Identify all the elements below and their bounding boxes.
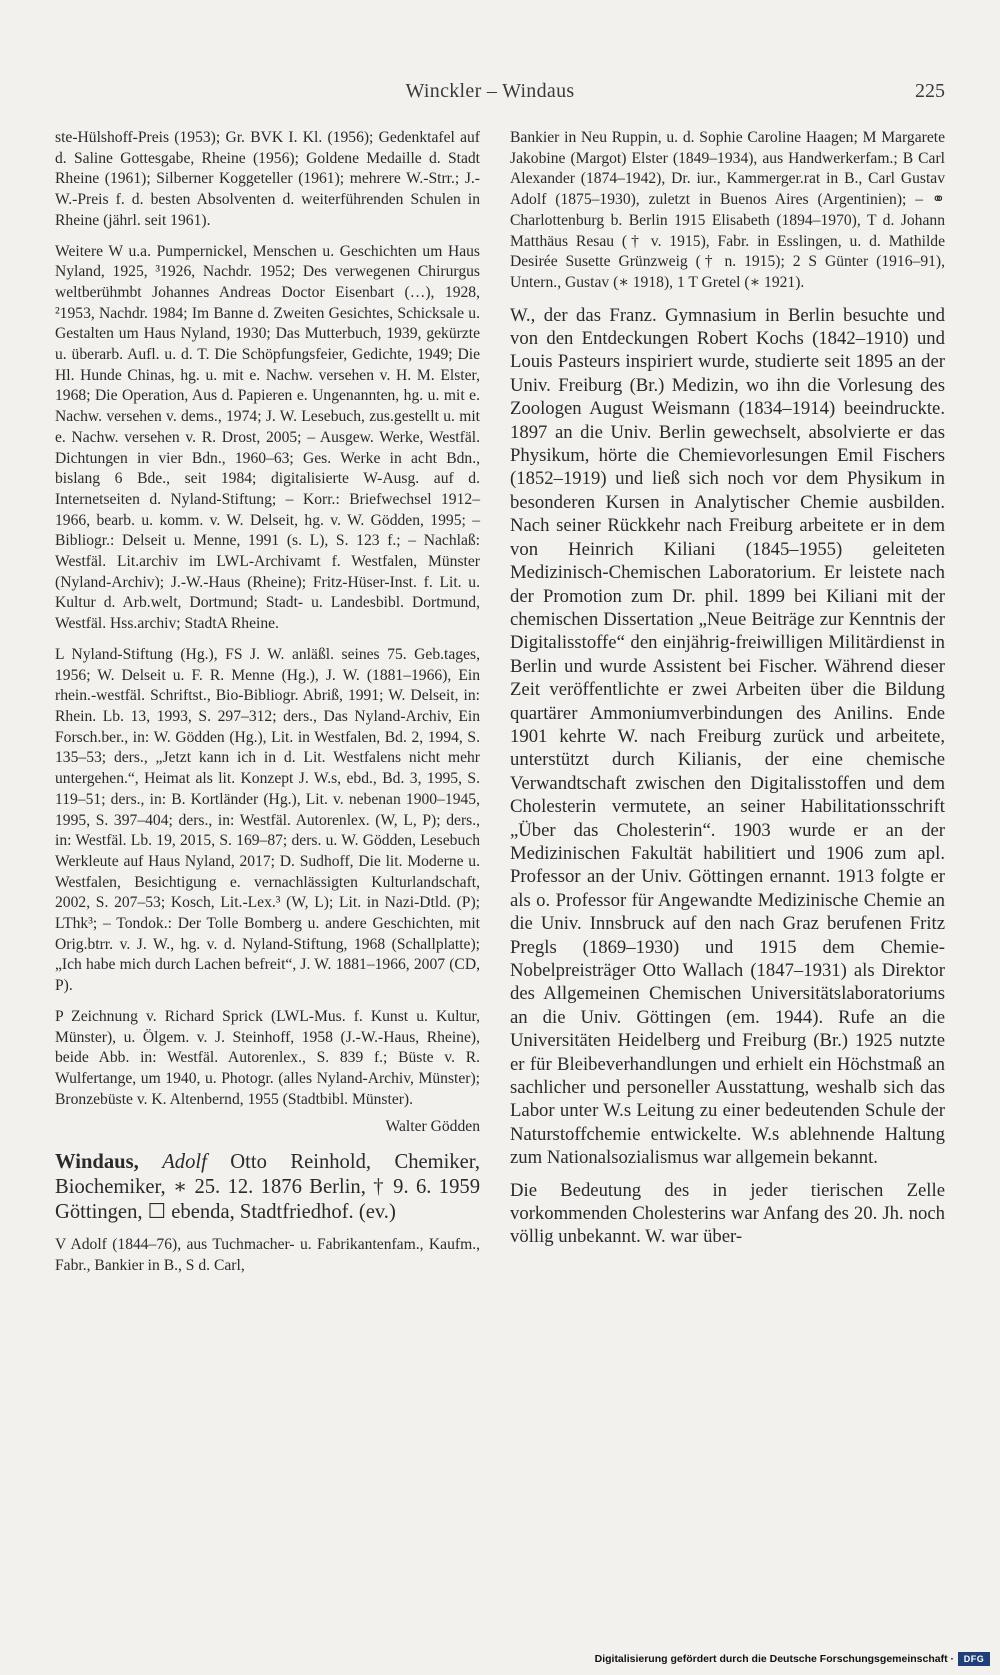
- literature-paragraph: L Nyland-Stiftung (Hg.), FS J. W. anläßl. seines 75. Geb.tages, 1956; W. Delseit u. F. R. Menne (Hg.), J. W. (1881–1966), Ein rhein.-westfäl. Schriftst., Bio-Bibliogr. Abriß, 1991; W. Delseit, in: Rhein. Lb. 13, 1993, S. 297–312; ders., Das Nyland-Archiv, Ein Forsch.ber., in: W. Gödden (Hg.), Lit. in Westfalen, Bd. 2, 1994, S. 135–53; ders., „Jetzt kann ich in d. Lit. Westfalens nicht mehr untergehen.“, Heimat als lit. Konzept J. W.s, ebd., Bd. 3, 1995, S. 119–51; ders., in: B. Kortländer (Hg.), Lit. v. nebenan 1900–1945, 1995, S. 397–404; ders., in: Westfäl. Autorenlex. (W, L, P); ders., in: Westfäl. Lb. 19, 2015, S. 169–87; ders. u. W. Gödden, Lesebuch Werkleute auf Haus Nyland, 2017; D. Sudhoff, Die lit. Moderne u. Westfalen, Besichtigung e. vernachlässigten Kulturlandschaft, 2002, S. 207–53; Kosch, Lit.-Lex.³ (W, L); Lit. in Nazi-Dtld. (P); LThk³; – Tondok.: Der Tolle Bomberg u. andere Geschichten, mit Orig.btrr. v. J. W., hg. v. d. Nyland-Stiftung, 1968 (Schallplatte); „Ich habe mich durch Lachen befreit“, J. W. 1881–1966, 2007 (CD, P).: [55, 645, 480, 995]
- biography-paragraph: W., der das Franz. Gymnasium in Berlin besuchte und von den Entdeckungen Robert Kochs (1842–1910) und Louis Pasteurs inspiriert wurde, studierte seit 1895 an der Univ. Freiburg (Br.) Medizin, wo ihn die Vorlesung des Zoologen August Weismann (1834–1914) beeindruckte. 1897 an die Univ. Berlin gewechselt, absolvierte er das Physikum, hörte die Chemievorlesungen Emil Fischers (1852–1919) und ließ sich noch vor dem Physikum in besonderen Kursen in Analytischer Chemie ausbilden. Nach seiner Rückkehr nach Freiburg arbeitete er in dem von Heinrich Kiliani (1845–1955) geleiteten Medizinisch-Chemischen Laboratorium. Er leistete nach der Promotion zum Dr. phil. 1899 bei Kiliani mit der chemischen Dissertation „Neue Beiträge zur Kenntnis der Digitalisstoffe“ den einjährig-freiwilligen Militärdienst in Berlin und wurde Assistent bei Fischer. Während dieser Zeit veröffentlichte er zwei Arbeiten über die Bildung quartärer Ammoniumverbindungen des Anilins. Ende 1901 kehrte W. nach Freiburg zurück und arbeitete, unterstützt durch Kilianis, der eine chemische Verwandtschaft zwischen den Digitalisstoffen und dem Cholesterin vermutete, an seiner Habilitationsschrift „Über das Cholesterin“. 1903 wurde er an der Medizinischen Fakultät habilitiert und 1906 zum apl. Professor an der Univ. Göttingen ernannt. 1913 folgte er als o. Professor für Angewandte Medizinische Chemie an die Univ. Innsbruck auf den nach Graz berufenen Fritz Pregls (1869–1930) und 1915 dem Chemie-Nobelpreisträger Otto Wallach (1847–1931) als Direktor des Allgemeinen Chemischen Universitätslaboratoriums an die Univ. Göttingen (em. 1944). Rufe an die Universitäten Heidelberg und Freiburg (Br.) 1925 nutzte er für Bleibeverhandlungen und erhielt ein Höchstmaß an sachlicher und personeller Ausstattung, weshalb sich das Labor unter W.s Leitung zu einer bedeutenden Schule der Naturstoffchemie entwickelte. W.s ablehnende Haltung zum Nationalsozialismus war allgemein bekannt.: [510, 304, 945, 1169]
- entry-heading: [55, 1150, 480, 1225]
- author-signature: Walter Gödden: [385, 1118, 480, 1136]
- entry-given-name: Adolf: [162, 1151, 207, 1174]
- entry-surname: Windaus,: [55, 1151, 139, 1174]
- portraits-paragraph: P Zeichnung v. Richard Sprick (LWL-Mus. f. Kunst u. Kultur, Münster), u. Ölgem. v. J. Steinhoff, 1958 (J.-W.-Haus, Rheine), beide Abb. in: Westfäl. Autorenlex., S. 839 f.; Büste v. R. Wulfertange, um 1940, u. Photogr. (alles Nyland-Archiv, Münster); Bronzebüste v. K. Altenbernd, 1955 (Stadtbibl. Münster).: [55, 1007, 480, 1108]
- right-column: [510, 128, 945, 1258]
- genealogy-paragraph-start: V Adolf (1844–76), aus Tuchmacher- u. Fabrikantenfam., Kaufm., Fabr., Bankier in B., S d. Carl,: [55, 1236, 480, 1275]
- digitization-footer: [595, 1651, 990, 1667]
- entry-details: Otto Reinhold, Chemiker, Biochemiker, ∗ 25. 12. 1876 Berlin, † 9. 6. 1959 Göttingen, ☐ ebenda, Stadtfriedhof. (ev.): [55, 1151, 480, 1224]
- dfg-logo: DFG: [958, 1652, 990, 1666]
- honors-paragraph: ste-Hülshoff-Preis (1953); Gr. BVK I. Kl. (1956); Gedenktafel auf d. Saline Gottesgabe, Rheine (1956); Goldene Medaille d. Stadt Rheine (1961); Silberner Koggeteller (1961); mehrere W.-Strr.; J.-W.-Preis f. d. besten Absolventen d. weiterführenden Schulen in Rheine (jährl. seit 1961).: [55, 129, 480, 229]
- page-number: 225: [915, 80, 945, 102]
- genealogy-paragraph-cont: Bankier in Neu Ruppin, u. d. Sophie Caroline Haagen; M Margarete Jakobine (Margot) Elster (1849–1934), aus Handwerkerfam.; B Carl Alexander (1874–1942), Dr. iur., Kammerger.rat in B., Carl Gustav Adolf (1875–1930), zuletzt in Buenos Aires (Argentinien); – ⚭ Charlottenburg b. Berlin 1915 Elisabeth (1894–1970), T d. Johann Matthäus Resau († v. 1915), Fabr. in Esslingen, u. d. Mathilde Desirée Susette Grünzweig († n. 1915); 2 S Günter (1916–91), Untern., Gustav (∗ 1918), 1 T Gretel (∗ 1921).: [510, 129, 945, 291]
- cholesterol-paragraph: Die Bedeutung des in jeder tierischen Zelle vorkommenden Cholesterins war Anfang des 20. Jh. noch völlig unbekannt. W. war über-: [510, 1179, 945, 1248]
- running-head: Winckler – Windaus: [405, 80, 575, 102]
- footer-text: Digitalisierung gefördert durch die Deutsche Forschungsgemeinschaft ·: [594, 1653, 954, 1665]
- left-column: [55, 128, 480, 1287]
- works-paragraph: Weitere W u.a. Pumpernickel, Menschen u. Geschichten um Haus Nyland, 1925, ³1926, Nachdr. 1952; Des verwegenen Chirurgus weltberühmbt Johannes Andreas Doctor Eisenbart (…), 1928, ²1953, Nachdr. 1984; Im Banne d. Zweiten Gesichtes, Schicksale u. Gestalten um Haus Nyland, 1930; Das Mutterbuch, 1939, gekürzte u. überarb. Aufl. u. d. T. Die Schöpfungsfeier, Gedichte, 1949; Die Hl. Hunde Chinas, hg. u. mit e. Nachw. versehen v. H. M. Elster, 1968; Die Operation, Aus d. Papieren e. Ungenannten, hg. u. mit e. Nachw. versehen v. dems., 1974; J. W. Lesebuch, zus.gestellt u. mit e. Nachw. versehen v. R. Drost, 2005; – Ausgew. Werke, Westfäl. Dichtungen in vier Bdn., 1960–63; Ges. Werke in acht Bdn., bislang 6 Bde., seit 1984; digitalisierte W-Ausg. auf d. Internetseiten d. Nyland-Stiftung; – Korr.: Briefwechsel 1912–1966, bearb. u. komm. v. W. Delseit, hg. v. W. Gödden, 1995; – Bibliogr.: Delseit u. Menne, 1991 (s. L), S. 123 f.; – Nachlaß: Westfäl. Lit.archiv im LWL-Archivamt f. Westfalen, Münster (Nyland-Archiv); J.-W.-Haus (Rheine); Fritz-Hüser-Inst. f. Lit. u. Kultur d. Arb.welt, Dortmund; Stadt- u. Landesbibl. Dortmund, Westfäl. Hss.archiv; StadtA Rheine.: [55, 242, 480, 633]
